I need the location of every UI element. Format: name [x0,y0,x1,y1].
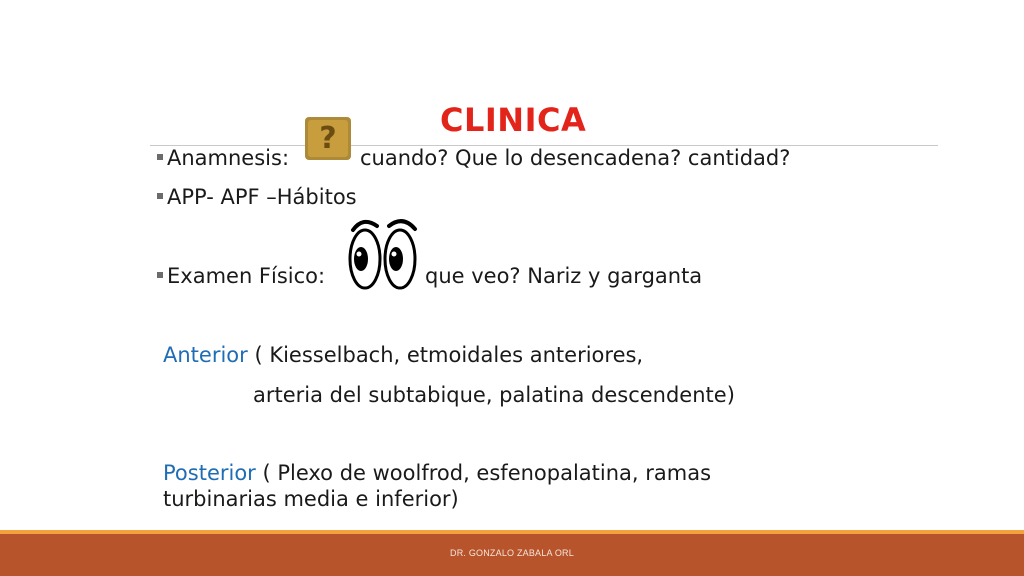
bullet-marker [157,272,163,278]
footer-bar [0,534,1024,576]
app-apf-text: APP- APF –Hábitos [167,185,357,209]
anterior-label: Anterior [163,343,248,367]
slide-title: CLINICA [440,101,587,139]
footer-author: DR. GONZALO ZABALA ORL [450,548,574,558]
anterior-line-2: arteria del subtabique, palatina descendente) [253,383,735,407]
anamnesis-text: cuando? Que lo desencadena? cantidad? [360,146,791,170]
anterior-line-1 [163,343,643,367]
bullet-app-apf [157,185,357,209]
anamnesis-label: Anamnesis: [167,146,290,170]
question-mark-icon [305,117,351,160]
anterior-text-1: ( Kiesselbach, etmoidales anteriores, [247,343,644,367]
posterior-text-1: ( Plexo de woolfrod, esfenopalatina, ramas [255,461,712,485]
posterior-line-2: turbinarias media e inferior) [163,487,459,511]
eyes-icon [345,213,421,293]
examen-text: que veo? Nariz y garganta [425,264,703,288]
bullet-marker [157,154,163,160]
question-mark-glyph: ? [308,120,348,157]
bullet-marker [157,193,163,199]
examen-label: Examen Físico: [167,264,326,288]
bullet-examen [157,264,325,288]
posterior-line-1 [163,461,711,485]
posterior-label: Posterior [163,461,256,485]
bullet-anamnesis [157,146,289,170]
